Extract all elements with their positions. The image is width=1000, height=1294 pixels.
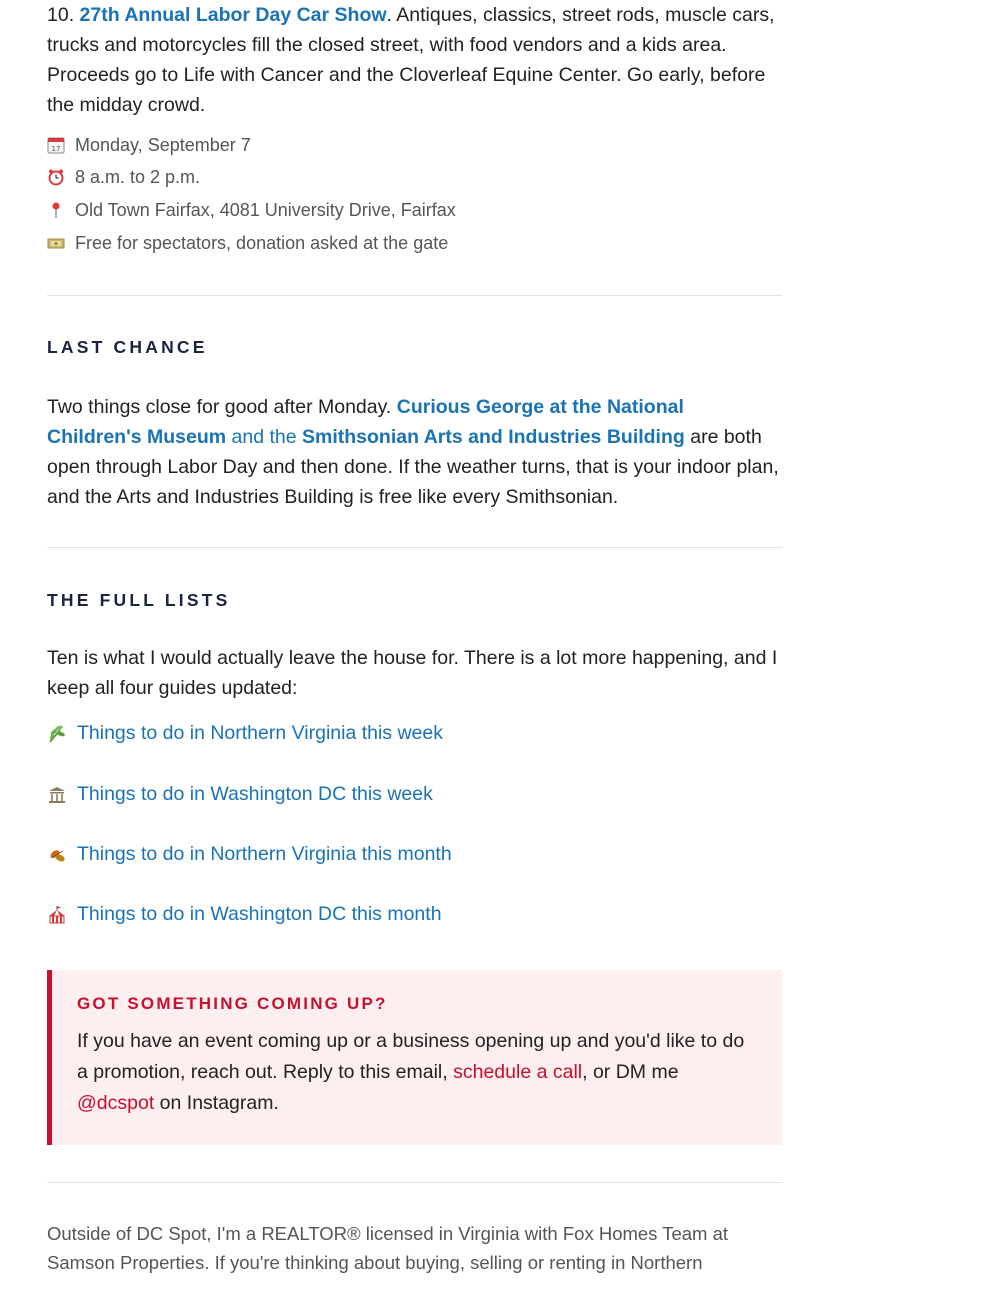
calendar-icon <box>47 136 65 154</box>
guide-item <box>47 843 452 866</box>
event-price: Free for spectators, donation asked at the gate <box>75 233 449 253</box>
arts-industries-link[interactable]: Smithsonian Arts and Industries Building <box>302 426 685 448</box>
event-description <box>47 0 782 120</box>
instagram-link[interactable]: @dcspot <box>77 1092 155 1114</box>
circus-tent-icon <box>47 905 67 925</box>
event-description-text: . Antiques, classics, street rods, muscle cars, trucks and motorcycles fill the closed street, with food vendors and a kids area. Proceeds go to Life with Cancer and the Cloverleaf Equine Center. Go early, before the midday crowd. <box>47 4 775 116</box>
event-date-row <box>47 133 251 157</box>
event-title-link[interactable]: 27th Annual Labor Day Car Show <box>79 4 387 26</box>
pin-icon <box>47 201 65 219</box>
guide-link-dc-month[interactable]: Things to do in Washington DC this month <box>77 903 442 925</box>
event-location-row <box>47 198 456 222</box>
divider <box>47 547 782 548</box>
event-time-row <box>47 165 200 189</box>
svg-text:17: 17 <box>51 145 61 153</box>
classical-building-icon <box>47 785 67 805</box>
last-chance-text-1: Two things close for good after Monday. <box>47 396 397 418</box>
guide-link-dc-week[interactable]: Things to do in Washington DC this week <box>77 783 433 805</box>
curious-george-link[interactable]: Curious George at the National Children's Museum <box>47 396 684 448</box>
guide-item <box>47 783 433 806</box>
alarm-clock-icon <box>47 168 65 186</box>
guide-item <box>47 903 442 926</box>
callout-heading: GOT SOMETHING COMING UP? <box>77 994 388 1013</box>
event-date: Monday, September 7 <box>75 135 251 155</box>
full-lists-heading: THE FULL LISTS <box>47 590 231 610</box>
guide-link-nova-month[interactable]: Things to do in Northern Virginia this month <box>77 843 452 865</box>
promo-callout <box>47 970 782 1145</box>
guide-item <box>47 722 443 745</box>
event-number: 10. <box>47 4 75 26</box>
callout-text-2: , or DM me <box>582 1061 679 1083</box>
event-price-row <box>47 231 448 255</box>
fallen-leaf-icon <box>47 845 67 865</box>
callout-text-1: If you have an event coming up or a business opening up and you'd like to do a promotion, reach out. Reply to this email, <box>77 1030 745 1083</box>
last-chance-text-3: are both open through Labor Day and then done. If the weather turns, that is your indoor plan, and the Arts and Industries Building is free like every Smithsonian. <box>47 426 779 508</box>
full-lists-intro: Ten is what I would actually leave the house for. There is a lot more happening, and I keep all four guides updated: <box>47 647 778 699</box>
callout-text-3: on Instagram. <box>154 1092 279 1114</box>
divider <box>47 1182 782 1183</box>
last-chance-heading: LAST CHANCE <box>47 337 208 357</box>
last-chance-paragraph <box>47 392 782 512</box>
schedule-call-link[interactable]: schedule a call <box>453 1061 583 1083</box>
guide-link-nova-week[interactable]: Things to do in Northern Virginia this week <box>77 722 443 744</box>
divider <box>47 295 782 296</box>
footer-text: Outside of DC Spot, I'm a REALTOR® licensed in Virginia with Fox Homes Team at Samson Properties. If you're thinking about buying, selling or renting in Northern <box>47 1223 729 1273</box>
event-time: 8 a.m. to 2 p.m. <box>75 167 201 187</box>
herb-icon <box>47 724 67 744</box>
callout-text <box>77 1026 758 1119</box>
last-chance-text-2: and the <box>226 426 302 448</box>
ticket-icon <box>47 234 65 252</box>
event-location: Old Town Fairfax, 4081 University Drive, Fairfax <box>75 200 456 220</box>
